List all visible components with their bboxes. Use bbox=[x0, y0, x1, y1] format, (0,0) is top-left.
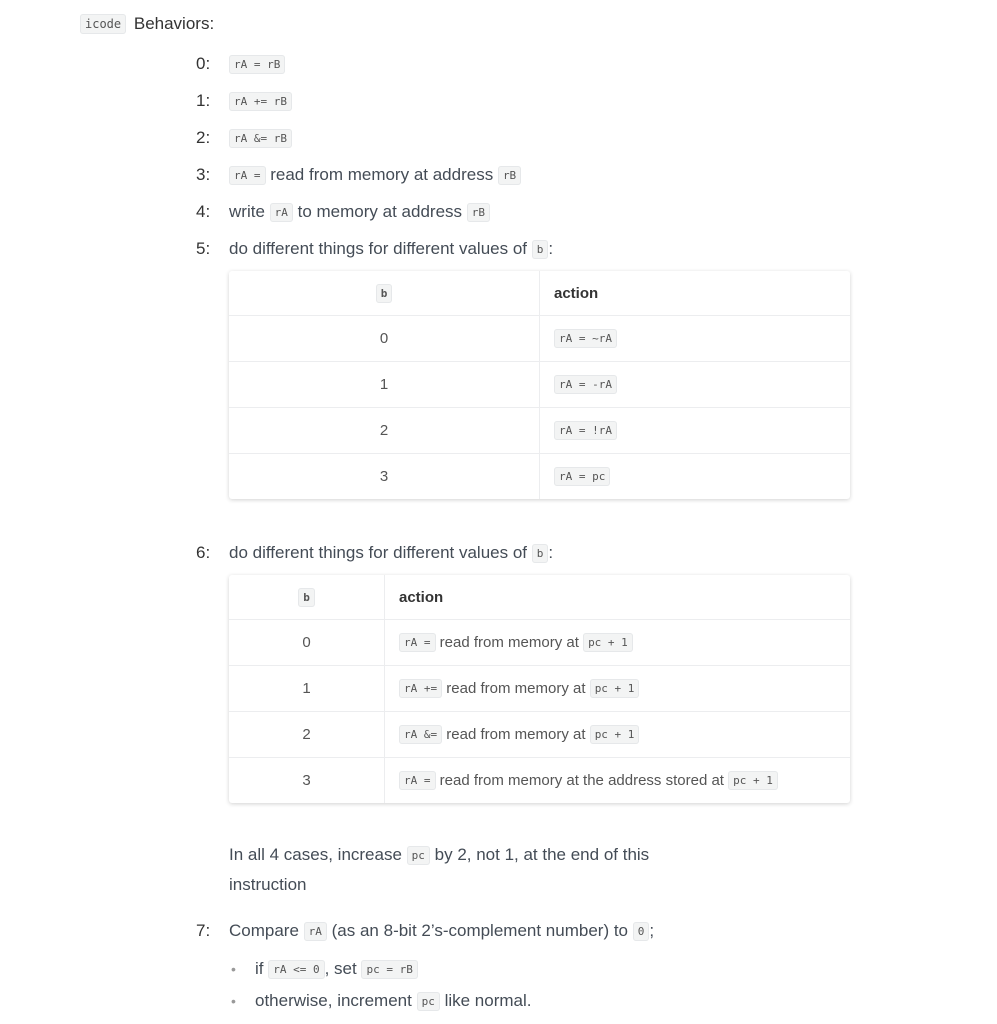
code-snippet: rB bbox=[467, 203, 490, 222]
heading-code: icode bbox=[80, 14, 126, 34]
code-snippet: rA &= bbox=[399, 725, 442, 744]
item-suffix: ; bbox=[649, 921, 655, 940]
table-row bbox=[229, 408, 850, 454]
bullet-text: if bbox=[255, 959, 264, 978]
item-3 bbox=[229, 165, 521, 185]
cell-b: 3 bbox=[229, 454, 540, 500]
code-snippet: rA &= rB bbox=[229, 129, 292, 148]
item-text: do different things for different values of bbox=[229, 239, 528, 258]
item-text: Compare bbox=[229, 921, 299, 940]
cell-text: read from memory at bbox=[446, 680, 586, 697]
code-snippet: rA = pc bbox=[554, 467, 610, 486]
code-snippet: rA = -rA bbox=[554, 375, 617, 394]
code-snippet: rA bbox=[270, 203, 293, 222]
code-snippet: pc + 1 bbox=[728, 771, 778, 790]
item-text: read from memory at address bbox=[270, 165, 494, 184]
note-text: by 2, not 1, at the end of this instruction bbox=[229, 845, 650, 894]
code-snippet: pc + 1 bbox=[583, 633, 633, 652]
table-row bbox=[229, 712, 850, 758]
bullet-text: , set bbox=[324, 959, 357, 978]
cell-b: 2 bbox=[229, 408, 540, 454]
item-4 bbox=[229, 202, 490, 222]
table-row bbox=[229, 620, 850, 666]
code-snippet: rA = bbox=[229, 166, 266, 185]
b-action-table-6 bbox=[229, 575, 850, 803]
cell-action bbox=[540, 316, 851, 362]
code-snippet: rA += bbox=[399, 679, 442, 698]
code-snippet: pc + 1 bbox=[590, 679, 640, 698]
item-number: 7: bbox=[196, 921, 211, 940]
cell-action bbox=[540, 362, 851, 408]
cell-text: read from memory at bbox=[439, 634, 579, 651]
bullet-item bbox=[255, 959, 418, 979]
code-snippet: 0 bbox=[633, 922, 650, 941]
code-snippet: b bbox=[532, 240, 549, 259]
code-snippet: pc = rB bbox=[361, 960, 417, 979]
item-text: to memory at address bbox=[297, 202, 463, 221]
item-text: write bbox=[229, 202, 265, 221]
bullet-text: otherwise, increment bbox=[255, 991, 412, 1010]
item-number: 2: bbox=[196, 128, 211, 147]
cell-action bbox=[540, 408, 851, 454]
cell-text: read from memory at the address stored at bbox=[439, 772, 724, 789]
item-0 bbox=[229, 54, 285, 74]
table-header-row bbox=[229, 271, 850, 316]
code-snippet: b bbox=[532, 544, 549, 563]
cell-action bbox=[385, 712, 851, 758]
heading-text: Behaviors: bbox=[133, 14, 215, 33]
item-suffix: : bbox=[548, 239, 554, 258]
bullet-dot-icon: • bbox=[231, 993, 236, 1009]
cell-action bbox=[385, 758, 851, 804]
item-1 bbox=[229, 91, 292, 111]
code-snippet: rA += rB bbox=[229, 92, 292, 111]
code-snippet: b bbox=[298, 588, 315, 607]
item-6 bbox=[229, 543, 553, 563]
code-snippet: rB bbox=[498, 166, 521, 185]
item-7 bbox=[229, 921, 654, 941]
item-number: 1: bbox=[196, 91, 211, 110]
code-snippet: pc + 1 bbox=[590, 725, 640, 744]
note-paragraph bbox=[229, 840, 669, 899]
table-row bbox=[229, 666, 850, 712]
header-b bbox=[229, 575, 385, 620]
cell-b: 0 bbox=[229, 620, 385, 666]
code-snippet: rA = bbox=[399, 633, 436, 652]
code-snippet: b bbox=[376, 284, 393, 303]
bullet-item bbox=[255, 991, 531, 1011]
cell-action bbox=[385, 620, 851, 666]
cell-b: 3 bbox=[229, 758, 385, 804]
cell-b: 1 bbox=[229, 666, 385, 712]
item-2 bbox=[229, 128, 292, 148]
code-snippet: rA = bbox=[399, 771, 436, 790]
table-row bbox=[229, 454, 850, 500]
cell-b: 0 bbox=[229, 316, 540, 362]
table-header-row bbox=[229, 575, 850, 620]
cell-b: 2 bbox=[229, 712, 385, 758]
item-number: 6: bbox=[196, 543, 211, 562]
header-action: action bbox=[540, 271, 851, 316]
item-text: (as an 8-bit 2’s-complement number) to bbox=[331, 921, 629, 940]
code-snippet: rA = ~rA bbox=[554, 329, 617, 348]
code-snippet: rA = !rA bbox=[554, 421, 617, 440]
header-action: action bbox=[385, 575, 851, 620]
cell-action bbox=[540, 454, 851, 500]
note-text: In all 4 cases, increase bbox=[229, 845, 402, 864]
cell-action bbox=[385, 666, 851, 712]
code-snippet: pc bbox=[407, 846, 430, 865]
cell-text: read from memory at bbox=[446, 726, 586, 743]
section-heading bbox=[80, 14, 214, 34]
header-b bbox=[229, 271, 540, 316]
item-suffix: : bbox=[548, 543, 554, 562]
table-row bbox=[229, 316, 850, 362]
item-text: do different things for different values of bbox=[229, 543, 528, 562]
table-row bbox=[229, 758, 850, 804]
code-snippet: rA bbox=[304, 922, 327, 941]
code-snippet: rA <= 0 bbox=[268, 960, 324, 979]
cell-b: 1 bbox=[229, 362, 540, 408]
b-action-table-5 bbox=[229, 271, 850, 499]
item-5 bbox=[229, 239, 553, 259]
code-snippet: rA = rB bbox=[229, 55, 285, 74]
item-number: 3: bbox=[196, 165, 211, 184]
bullet-dot-icon: • bbox=[231, 961, 236, 977]
item-number: 5: bbox=[196, 239, 211, 258]
item-number: 4: bbox=[196, 202, 211, 221]
bullet-text: like normal. bbox=[444, 991, 532, 1010]
table-row bbox=[229, 362, 850, 408]
code-snippet: pc bbox=[417, 992, 440, 1011]
item-number: 0: bbox=[196, 54, 211, 73]
